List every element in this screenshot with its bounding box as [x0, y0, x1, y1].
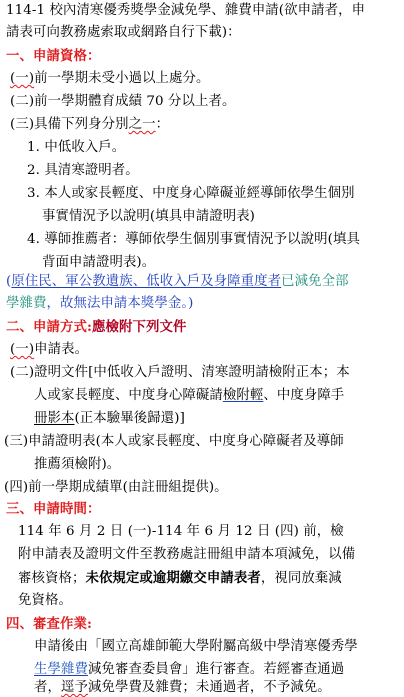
section-2-heading: [6, 318, 186, 336]
sec2-item-4: [4, 479, 228, 497]
sec2-item-2-line-3: [34, 410, 185, 428]
sec4-line-2-b: 減免審查委員會」進行審查。若經審查通過: [87, 662, 345, 677]
sec3-line-1: 114 年 6 月 2 日 (一)-114 年 6 月 12 日 (四) 前，檢: [18, 524, 344, 539]
sec2-item-1-num: (一): [10, 342, 35, 357]
sec3-deadline-warning: 未依規定或逾期繳交申請表者: [85, 570, 261, 586]
sec2-item-2-line-2: [34, 387, 344, 405]
sec4-line-2: [34, 661, 344, 679]
section-3-heading: 三、申請時間：: [6, 501, 101, 517]
sec1-item-1: [10, 70, 210, 88]
sec2-item-3-text: 申請證明表(本人或家長輕度、中度身心障礙者及導師: [28, 434, 344, 449]
sec1-note-blue: 原住民、軍公教遺族、低收入戶及身障重度者: [11, 274, 282, 289]
sec3-line-3: [18, 569, 342, 588]
section-4-heading: 四、審查作業:: [6, 616, 92, 632]
sec2-item-3-line-2: 推薦須檢附)。: [34, 457, 121, 472]
section-1-heading: 一、申請資格：: [6, 48, 101, 64]
sec3-line-3-c: ，視同放棄減: [260, 571, 342, 586]
sec1-item-3-num: (三): [10, 117, 35, 132]
sec2-item-3-line-1: [4, 433, 344, 451]
sec1-note-green-2: 學雜費: [6, 296, 47, 311]
sec2-item-2-line-3-a: 冊影本: [34, 411, 75, 426]
sec1-item-3: [10, 116, 169, 134]
sec1-note-line-2: [6, 295, 194, 313]
sec4-line-3-a: 者，: [34, 680, 61, 695]
sec2-item-2-line-1: [10, 364, 350, 382]
sec2-item-1: [10, 341, 88, 359]
title-line-2: 請表可向教務處索取或網路自行下載)：: [6, 25, 241, 40]
sec1-item-1-num: (一): [10, 71, 35, 86]
sec2-item-2-line-3-b: (正本驗畢後歸還)]: [74, 411, 185, 426]
sec1-item-3-text-a: 具備下列身分別: [34, 117, 129, 132]
sec2-item-2-line-2-a: 人或家長輕度、中度身心障礙請: [34, 388, 223, 403]
sec1-sub-1: 1. 中低收入戶。: [27, 140, 126, 155]
sec1-note-open: (: [6, 274, 12, 289]
sec4-line-3: [34, 679, 331, 697]
sec4-line-3-c: 減免學費及雜費；未通過者，不予減免。: [87, 680, 331, 695]
sec1-item-2: [10, 93, 235, 111]
sec1-item-3-text-b: 之一: [128, 117, 156, 132]
sec1-note-green-1: 已減免全部: [281, 274, 349, 289]
sec1-item-2-text: 前一學期體育成績 70 分以上者。: [34, 94, 236, 109]
sec1-sub-3-line-2: 事實情況予以說明(填具申請證明表): [42, 209, 256, 224]
sec1-sub-4-line-2: 背面申請證明表)。: [42, 255, 156, 270]
sec1-note-rest: ，故無法申請本獎學金。): [46, 296, 194, 311]
sec1-sub-2: 2. 具清寒證明者。: [27, 163, 139, 178]
section-2-heading-b: 應檢附下列文件: [92, 319, 187, 335]
sec2-item-2-num: (二): [10, 365, 35, 380]
sec3-line-3-a: 審核資格；: [18, 571, 86, 586]
sec2-item-3-num: (三): [4, 434, 29, 449]
title-line-1: 114-1 校內清寒優秀獎學金減免學、雜費申請(欲申請者，申: [6, 3, 366, 18]
sec4-line-2-a: 生學雜費: [34, 662, 88, 677]
sec2-item-4-text: 前一學期成績單(由註冊組提供)。: [28, 480, 228, 495]
sec2-item-4-num: (四): [4, 480, 29, 495]
section-2-heading-a: 二、申請方式:: [6, 319, 92, 335]
sec3-line-2: 附申請表及證明文件至教務處註冊組申請本項減免，以備: [18, 547, 356, 562]
sec1-sub-3-line-1: 3. 本人或家長輕度、中度身心障礙並經導師依學生個別: [27, 186, 355, 201]
sec1-item-3-text-c: ：: [155, 117, 170, 132]
sec1-item-1-text: 前一學期未受小過以上處分。: [34, 71, 210, 86]
sec2-item-2-line-2-b: 檢附輕: [222, 388, 264, 403]
sec1-sub-4-line-1: 4. 導師推薦者：導師依學生個別事實情況予以說明(填具: [27, 232, 360, 247]
sec2-item-1-text: 申請表。: [34, 342, 89, 357]
sec4-line-1: 申請後由「國立高雄師範大學附屬高級中學清寒優秀學: [34, 639, 358, 654]
sec2-item-2-text: 證明文件[中低收入戶證明、清寒證明請檢附正本；本: [34, 365, 350, 380]
sec1-item-2-num: (二): [10, 94, 35, 109]
sec2-item-2-line-2-c: 、中度身障手: [263, 388, 345, 403]
sec1-note-line-1: [6, 273, 349, 291]
sec3-line-4: 免資格。: [18, 593, 72, 608]
sec4-line-3-b: 逕予: [60, 680, 88, 695]
